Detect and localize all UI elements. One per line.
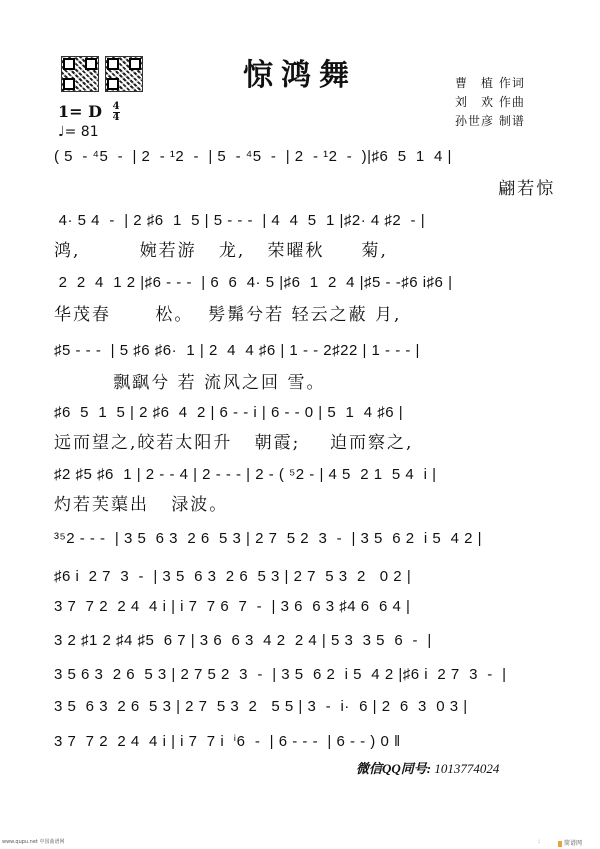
time-signature (113, 102, 120, 123)
score-line-8: ♯6 i 2 7 3 - | 3 5 6 3 2 6 5 3 | 2 7 5 3 2 0 2 | (54, 568, 412, 585)
score-line-5: ♯6 5 1 5 | 2 ♯6 4 2 | 6 - - i | 6 - - 0 | 5 1 4 ♯6 | (54, 404, 404, 421)
score-line-7: ³⁵2 - - - | 3 5 6 3 2 6 5 3 | 2 7 5 2 3 - | 3 5 6 2 i 5 4 2 | (54, 530, 482, 547)
score-line-3: 2 2 4 1 2 |♯6 - - - | 6 6 4· 5 |♯6 1 2 4 |♯5 - -♯6 i♯6 | (54, 274, 453, 291)
score-line-13: 3 7 7 2 2 4 4 i | i 7 7 i ⁱ6 - | 6 - - - | 6 - - ) 0 ‖ (54, 733, 401, 750)
footer-site-text: www.qupu.net 中国曲谱网 (2, 839, 65, 845)
song-title: 惊鸿舞 (243, 58, 357, 93)
lyric-line-5: 远而望之,皎若太阳升 朝霞; 迫而察之, (54, 433, 414, 453)
score-line-12: 3 5 6 3 2 6 5 3 | 2 7 5 3 2 5 5 | 3 - i· 6 | 2 6 3 0 3 | (54, 698, 468, 715)
lyric-line-6: 灼若芙蕖出 渌波。 (54, 495, 229, 515)
key-signature (58, 102, 120, 123)
time-signature-bottom: 4 (112, 112, 120, 123)
score-line-4: ♯5 - - - | 5 ♯6 ♯6· 1 | 2 4 4 ♯6 | 1 - - 2♯22 | 1 - - - | (54, 342, 420, 359)
lyric-line-2: 鸿, 婉若游 龙, 荣曜秋 菊, (54, 241, 388, 261)
score-line-2: 4· 5 4 - | 2 ♯6 1 5 | 5 - - - | 4 4 5 1 |♯2· 4 ♯2 - | (54, 212, 426, 229)
composer-credit: 刘 欢 作曲 (455, 95, 525, 109)
score-line-6: ♯2 ♯5 ♯6 1 | 2 - - 4 | 2 - - - | 2 - ( ⁵2 - | 4 5 2 1 5 4 i | (54, 466, 437, 483)
contact-number: 1013774024 (434, 761, 500, 776)
contact-label: 微信QQ同号: (356, 761, 432, 776)
logo-icon (558, 841, 562, 847)
page-marker: : (538, 838, 541, 845)
score-line-10: 3 2 ♯1 2 ♯4 ♯5 6 7 | 3 6 6 3 4 2 2 4 | 5 3 3 5 6 - | (54, 632, 432, 649)
contact-signature (356, 758, 499, 777)
score-line-11: 3 5 6 3 2 6 5 3 | 2 7 5 2 3 - | 3 5 6 2 i 5 4 2 |♯6 i 2 7 3 - | (54, 666, 507, 683)
score-line-1: ( 5 - ⁴5 - | 2 - ¹2 - | 5 - ⁴5 - | 2 - ¹2 - )|♯6 5 1 4 | (54, 148, 452, 165)
lyricist-credit: 曹 植 作词 (455, 76, 525, 90)
tempo-marking: ♩= 81 (58, 124, 99, 140)
site-logo (558, 838, 582, 847)
transcriber-credit: 孙世彦 制谱 (455, 114, 525, 128)
score-line-9: 3 7 7 2 2 4 4 i | i 7 7 6 7 - | 3 6 6 3 ♯4 6 6 4 | (54, 598, 411, 615)
site-logo-text: 简谱网 (564, 840, 583, 847)
key-label: 1= D (58, 102, 102, 121)
credits (455, 74, 525, 131)
time-signature-top: 4 (112, 101, 120, 112)
lyric-line-1: 翩若惊 (54, 179, 556, 199)
lyric-line-4: 飘飖兮 若 流风之回 雪。 (54, 373, 326, 393)
lyric-line-3: 华茂春 松。 髣髴兮若 轻云之蔽 月, (54, 305, 402, 325)
